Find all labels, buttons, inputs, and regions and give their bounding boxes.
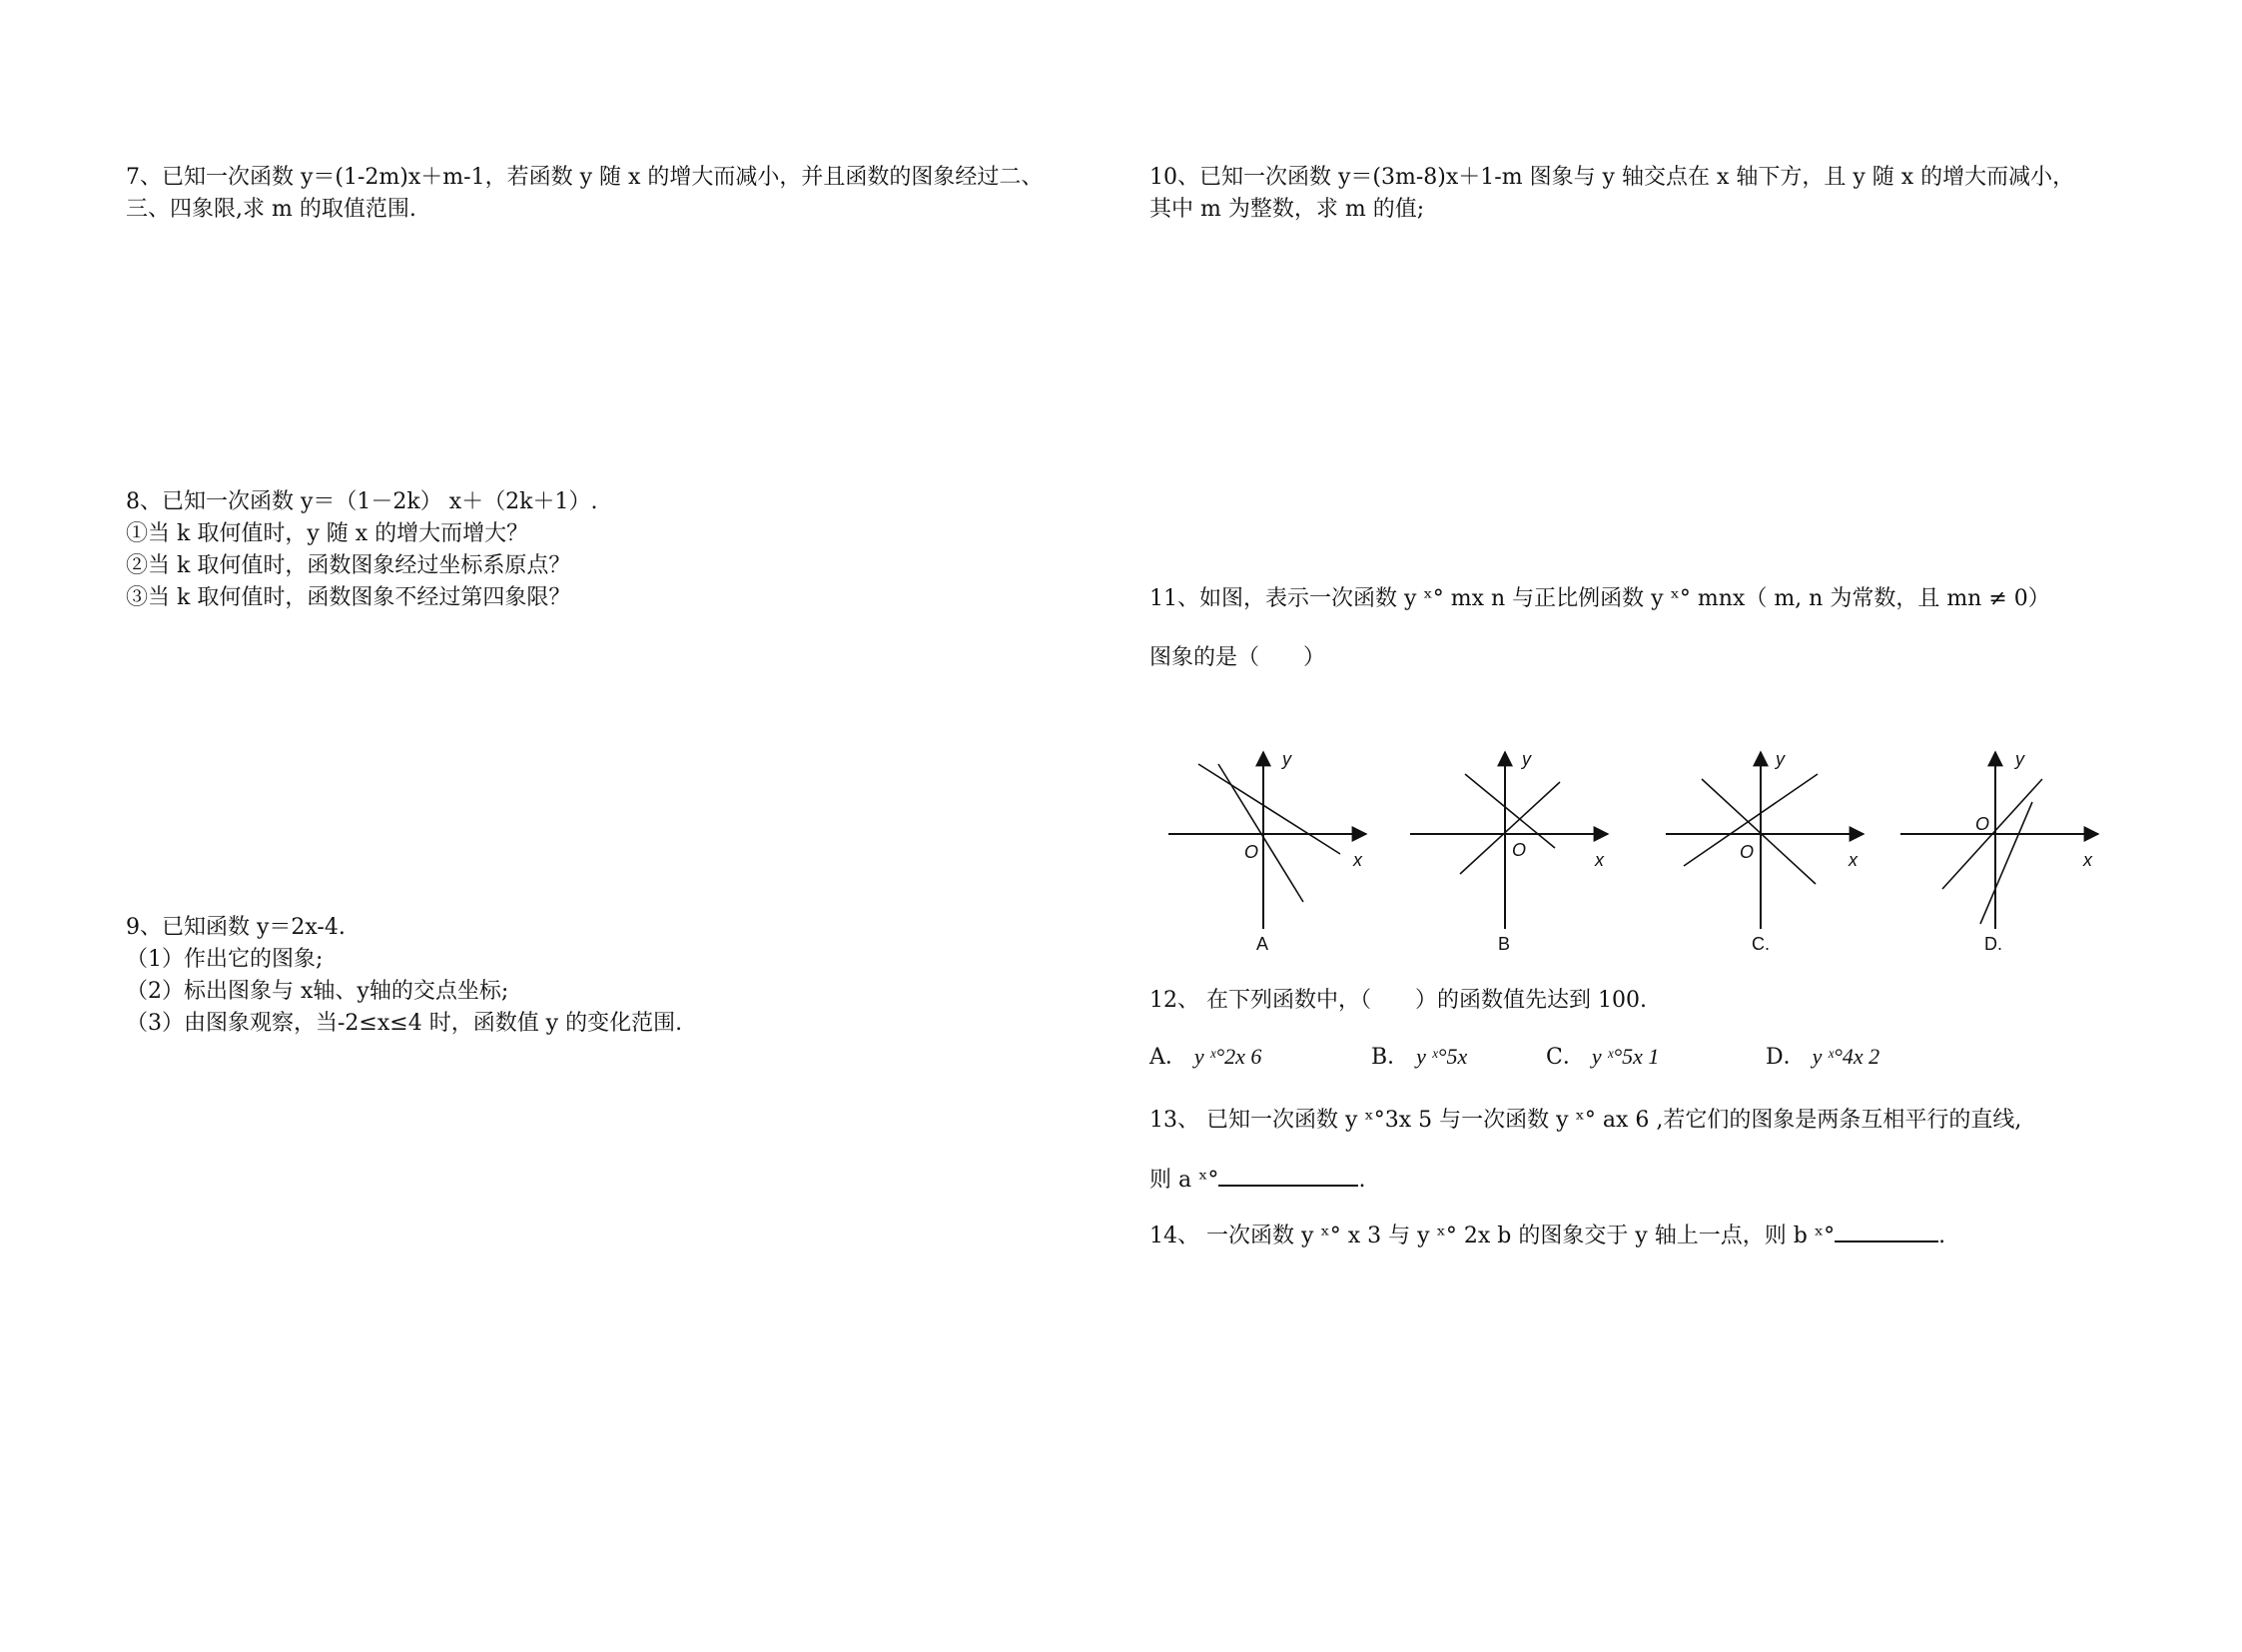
question-13-line-2: 则 a ˣ° . [1149,1163,1365,1197]
graph-c-y-label: y [1776,749,1785,769]
question-9-line-4: （3）由图象观察，当-2≤x≤4 时，函数值 y 的变化范围. [126,1011,683,1036]
answer-blank-a[interactable] [1218,1163,1358,1187]
question-9-line-3: （2）标出图象与 x轴、y轴的交点坐标; [126,979,509,1004]
graph-b-origin: O [1512,840,1527,860]
question-11-line-2: 图象的是（ ） [1149,645,1326,670]
graph-d [1900,744,2110,954]
graph-c-origin: O [1740,842,1755,862]
graph-a-x-label: x [1353,850,1362,870]
question-7-line-1: 7、已知一次函数 y＝(1-2m)x＋m-1，若函数 y 随 x 的增大而减小，并且函数的图象经过二、 [126,165,1044,190]
graph-b [1410,744,1620,954]
graph-b-svg [1410,744,1620,934]
line-2 [1460,782,1560,874]
question-12: 12、 在下列函数中，（ ）的函数值先达到 100. [1149,988,1647,1013]
graph-d-label: D. [1984,934,2002,954]
graph-c-label: C. [1752,934,1770,954]
question-8 [126,486,597,614]
question-11 [1149,583,2050,615]
question-10-line-2: 其中 m 为整数，求 m 的值; [1149,197,1425,222]
line-1 [1465,774,1555,848]
graph-a-origin: O [1244,842,1259,862]
option-b: B． y ˣ°5x [1371,1044,1468,1070]
answer-blank-b[interactable] [1835,1219,1938,1242]
graph-b-x-label: x [1595,850,1604,870]
graph-b-y-label: y [1522,749,1531,769]
graph-a-label: A [1256,934,1269,954]
question-9-line-1: 9、已知函数 y＝2x-4. [126,915,346,940]
question-9 [126,912,682,1040]
question-13: 13、 已知一次函数 y ˣ°3x 5 与一次函数 y ˣ° ax 6 ,若它们的图象是两条互相平行的直线, [1149,1108,2022,1133]
graph-b-label: B [1498,934,1511,954]
question-9-line-2: （1）作出它的图象; [126,947,324,972]
line-1 [1702,779,1816,884]
question-8-line-3: ②当 k 取何值时，函数图象经过坐标系原点？ [126,553,571,578]
question-8-line-1: 8、已知一次函数 y＝（1－2k） x＋（2k＋1）. [126,489,598,514]
option-c: C． y ˣ°5x 1 [1546,1044,1660,1070]
graph-c-svg [1666,744,1875,934]
question-8-line-4: ③当 k 取何值时，函数图象不经过第四象限？ [126,585,571,610]
question-7 [126,162,1043,226]
question-10-line-1: 10、已知一次函数 y＝(3m-8)x＋1-m 图象与 y 轴交点在 x 轴下方，且 y 随 x 的增大而减小， [1149,165,2075,190]
graph-d-y-label: y [2015,749,2024,769]
graph-d-svg [1900,744,2110,934]
question-11-line-1: 11、如图，表示一次函数 y ˣ° mx n 与正比例函数 y ˣ° mnx（ m, n 为常数，且 mn ≠ 0） [1149,586,2050,611]
option-a: A． y ˣ°2x 6 [1149,1044,1262,1070]
question-7-line-2: 三、四象限,求 m 的取值范围. [126,197,416,222]
line-1 [1198,764,1340,854]
graph-a-y-label: y [1282,749,1291,769]
graph-c [1666,744,1875,954]
graph-d-x-label: x [2083,850,2092,870]
graph-a [1168,744,1378,954]
option-d: D． y ˣ°4x 2 [1766,1044,1880,1070]
question-10 [1149,162,2074,226]
graph-c-x-label: x [1849,850,1858,870]
question-8-line-2: ①当 k 取何值时，y 随 x 的增大而增大？ [126,521,529,546]
question-14: 14、 一次函数 y ˣ° x 3 与 y ˣ° 2x b 的图象交于 y 轴上一点，则 b ˣ° . [1149,1219,1945,1252]
graph-d-origin: O [1975,814,1990,834]
graph-a-svg [1168,744,1378,934]
